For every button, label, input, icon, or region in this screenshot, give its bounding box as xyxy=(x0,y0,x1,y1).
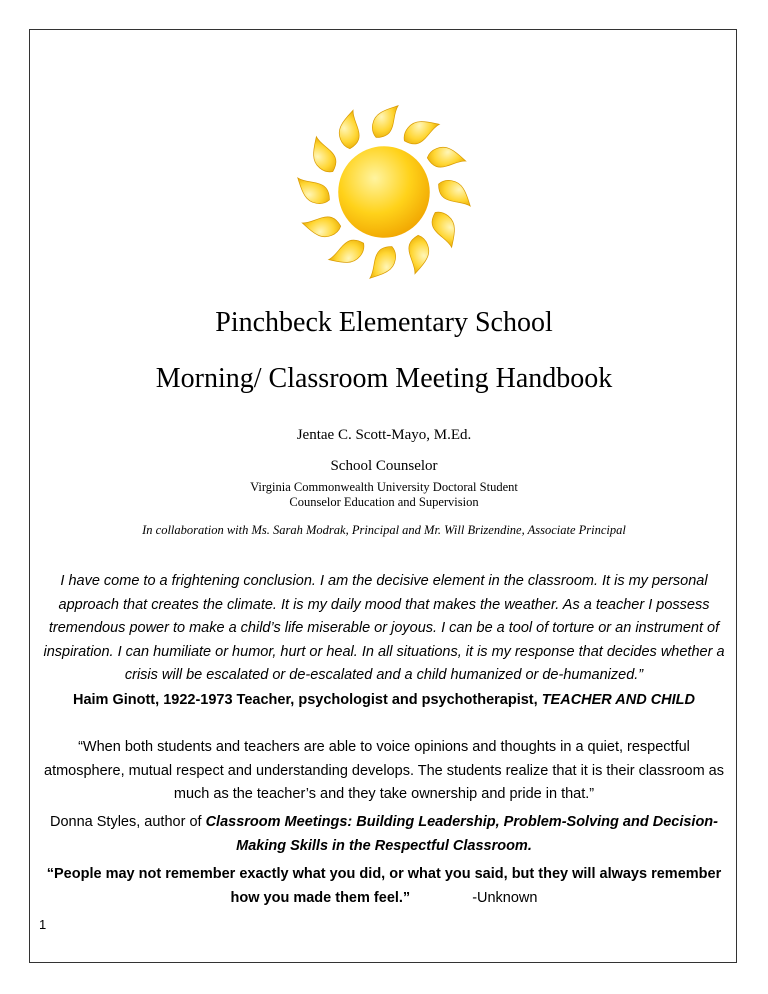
attribution-text: Haim Ginott, 1922-1973 Teacher, psychologist and psychotherapist, xyxy=(72,692,542,708)
ginott-attribution xyxy=(40,692,728,708)
styles-attribution xyxy=(50,811,718,858)
styles-quote: “When both students and teachers are able to voice opinions and thoughts in a quiet, respectful atmosphere, mutual respect and understanding develops. The students realize that it is their classroom as much as the teacher’s and they take ownership and pride in that.” xyxy=(44,739,724,802)
sun-ray xyxy=(298,178,330,204)
author-name: Jentae C. Scott-Mayo, M.Ed. xyxy=(296,427,472,443)
sun-ray xyxy=(370,247,396,279)
affiliation-line: Virginia Commonwealth University Doctoral Student xyxy=(250,480,518,494)
school-name: Pinchbeck Elementary School xyxy=(215,307,553,338)
sun-ray xyxy=(331,110,369,150)
book-title: TEACHER AND CHILD xyxy=(541,692,696,708)
page-number: 1 xyxy=(39,917,47,932)
author-role: School Counselor xyxy=(330,458,438,474)
sun-ray xyxy=(425,139,465,177)
sun-icon xyxy=(296,104,472,280)
sun-ray xyxy=(304,137,344,175)
sun-ray xyxy=(399,233,437,273)
sun-core xyxy=(338,146,430,238)
collaboration-note: In collaboration with Ms. Sarah Modrak, Principal and Mr. Will Brizendine, Associate Principal xyxy=(142,523,626,537)
quote-attribution: -Unknown xyxy=(472,889,538,906)
author-affiliation xyxy=(40,480,728,510)
sun-ray xyxy=(424,209,464,247)
handbook-title: Morning/ Classroom Meeting Handbook xyxy=(155,363,613,394)
sun-ray xyxy=(329,232,367,272)
attribution-text: Donna Styles, author of xyxy=(50,814,206,830)
sun-ray xyxy=(372,106,398,138)
sun-ray xyxy=(439,180,471,206)
sun-ray xyxy=(302,207,342,245)
book-title: Classroom Meetings: Building Leadership, Problem-Solving and Decision-Making Skills in the Respectful Classroom. xyxy=(205,814,718,854)
sun-ray xyxy=(401,112,439,152)
ginott-quote: I have come to a frightening conclusion. I am the decisive element in the classroom. It is my personal approach that creates the climate. It is my daily mood that makes the weather. As a teacher I possess tremendous power to make a child’s life miserable or joyous. I can be a tool of torture or an instrument of inspiration. I can humiliate or humor, hurt or heal. In all situations, it is my response that decides whether a crisis will be escalated or de-escalated and a child humanized or de-humanized.” xyxy=(43,573,725,683)
unknown-quote xyxy=(40,863,728,910)
quote-text: “People may not remember exactly what you did, or what you said, but they will always remember how you made them feel.” xyxy=(46,866,722,906)
affiliation-line: Counselor Education and Supervision xyxy=(289,495,479,509)
